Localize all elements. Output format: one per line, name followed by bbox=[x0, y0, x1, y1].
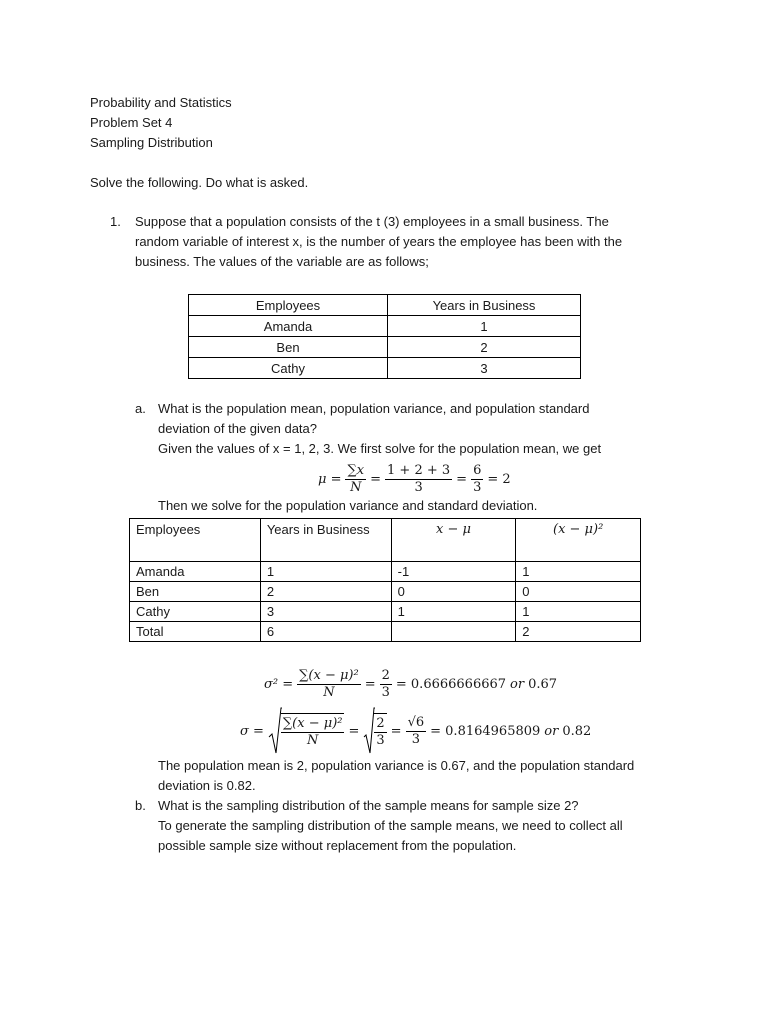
variance-rounded: 0.67 bbox=[528, 676, 558, 692]
variance-lhs: σ² = bbox=[264, 676, 294, 692]
table-cell: Ben bbox=[130, 582, 261, 602]
table-cell: 3 bbox=[260, 602, 391, 622]
or-word: or bbox=[544, 723, 559, 739]
instructions: Solve the following. Do what is asked. bbox=[90, 175, 309, 190]
sd-rounded: 0.82 bbox=[562, 723, 592, 739]
variance-value: = 0.6666666667 bbox=[395, 676, 507, 692]
table-cell: Ben bbox=[189, 337, 388, 358]
problem-number: 1. bbox=[110, 214, 121, 229]
topic-title: Sampling Distribution bbox=[90, 135, 213, 150]
fraction-denominator: 3 bbox=[414, 479, 423, 495]
table-header-cell: Years in Business bbox=[388, 295, 581, 316]
equals-sign: = bbox=[364, 676, 376, 692]
table-cell: 1 bbox=[391, 602, 516, 622]
equals-sign: = bbox=[390, 723, 402, 739]
fraction-numerator: 1 + 2 + 3 bbox=[387, 462, 451, 478]
part-a-question-line-1: What is the population mean, population variance, and population standard bbox=[158, 401, 590, 416]
sd-fraction-1 bbox=[281, 713, 345, 749]
table-header-row bbox=[130, 519, 641, 562]
problem-set-title: Problem Set 4 bbox=[90, 115, 173, 130]
table-cell: 1 bbox=[388, 316, 581, 337]
radical-sign-icon bbox=[268, 707, 282, 755]
part-a-conclusion-line-2: deviation is 0.82. bbox=[158, 778, 256, 793]
table-cell: Amanda bbox=[130, 562, 261, 582]
problem-text-line-1: Suppose that a population consists of the t (3) employees in a small business. The bbox=[135, 214, 609, 229]
sd-lhs: σ = bbox=[240, 723, 264, 739]
table-header-cell: (x − μ)² bbox=[516, 519, 641, 562]
table-row bbox=[130, 602, 641, 622]
mean-fraction-2 bbox=[385, 463, 452, 496]
fraction-denominator: 3 bbox=[376, 733, 385, 748]
sd-fraction-3 bbox=[406, 715, 427, 748]
table-cell: 2 bbox=[388, 337, 581, 358]
fraction-denominator: 3 bbox=[411, 731, 420, 747]
table-cell: 1 bbox=[516, 602, 641, 622]
fraction-denominator: N bbox=[323, 684, 335, 700]
table-header-cell: x − μ bbox=[391, 519, 516, 562]
table-cell: Total bbox=[130, 622, 261, 642]
employees-table bbox=[188, 294, 581, 379]
table-cell: Amanda bbox=[189, 316, 388, 337]
part-a-then: Then we solve for the population variance and standard deviation. bbox=[158, 498, 538, 513]
variance-table bbox=[129, 518, 641, 642]
part-b-answer-line-2: possible sample size without replacement from the population. bbox=[158, 838, 517, 853]
fraction-numerator: ∑(x − μ)² bbox=[299, 667, 359, 683]
mean-equation bbox=[318, 459, 511, 499]
mean-lhs: μ = bbox=[318, 471, 342, 487]
equals-sign: = bbox=[456, 471, 468, 487]
problem-text-line-3: business. The values of the variable are as follows; bbox=[135, 254, 429, 269]
problem-text-line-2: random variable of interest x, is the number of years the employee has been with the bbox=[135, 234, 623, 249]
fraction-denominator: N bbox=[350, 479, 362, 495]
table-cell: 1 bbox=[260, 562, 391, 582]
part-a-conclusion-line-1: The population mean is 2, population variance is 0.67, and the population standard bbox=[158, 758, 635, 773]
mean-fraction-1 bbox=[345, 463, 366, 496]
table-row bbox=[130, 622, 641, 642]
table-row bbox=[130, 582, 641, 602]
table-cell: Cathy bbox=[189, 358, 388, 379]
variance-equation bbox=[264, 664, 557, 704]
table-header-row bbox=[189, 295, 581, 316]
mean-fraction-3 bbox=[471, 463, 483, 496]
fraction-denominator: 3 bbox=[473, 479, 482, 495]
table-cell: 3 bbox=[388, 358, 581, 379]
fraction-numerator: √6 bbox=[407, 714, 425, 730]
table-row bbox=[189, 358, 581, 379]
table-cell: Cathy bbox=[130, 602, 261, 622]
table-cell: 0 bbox=[391, 582, 516, 602]
fraction-denominator: N bbox=[307, 733, 319, 748]
table-row bbox=[189, 316, 581, 337]
table-cell: 2 bbox=[260, 582, 391, 602]
table-row bbox=[130, 562, 641, 582]
part-b-question: What is the sampling distribution of the sample means for sample size 2? bbox=[158, 798, 579, 813]
equals-sign: = bbox=[348, 723, 360, 739]
fraction-numerator: ∑(x − μ)² bbox=[282, 716, 343, 731]
part-a-label: a. bbox=[135, 401, 146, 416]
fraction-numerator: 2 bbox=[381, 667, 390, 683]
course-title: Probability and Statistics bbox=[90, 95, 232, 110]
fraction-numerator: 6 bbox=[473, 462, 482, 478]
part-a-given: Given the values of x = 1, 2, 3. We first solve for the population mean, we get bbox=[158, 441, 602, 456]
fraction-denominator: 3 bbox=[381, 684, 390, 700]
equals-sign: = bbox=[370, 471, 382, 487]
table-row bbox=[189, 337, 581, 358]
table-header-cell: Years in Business bbox=[260, 519, 391, 562]
variance-fraction-1 bbox=[297, 668, 361, 701]
sd-fraction-2 bbox=[374, 713, 386, 749]
or-word: or bbox=[510, 676, 525, 692]
part-b-answer-line-1: To generate the sampling distribution of the sample means, we need to collect all bbox=[158, 818, 623, 833]
fraction-numerator: 2 bbox=[376, 716, 385, 731]
table-cell: 1 bbox=[516, 562, 641, 582]
table-cell: 6 bbox=[260, 622, 391, 642]
table-header-cell: Employees bbox=[189, 295, 388, 316]
sd-equation bbox=[240, 707, 591, 755]
table-cell: -1 bbox=[391, 562, 516, 582]
mean-result: = 2 bbox=[487, 471, 511, 487]
table-header-cell: Employees bbox=[130, 519, 261, 562]
part-b-label: b. bbox=[135, 798, 146, 813]
fraction-numerator: ∑x bbox=[347, 462, 365, 478]
table-cell bbox=[391, 622, 516, 642]
variance-fraction-2 bbox=[380, 668, 392, 701]
part-a-question-line-2: deviation of the given data? bbox=[158, 421, 318, 436]
table-cell: 2 bbox=[516, 622, 641, 642]
table-cell: 0 bbox=[516, 582, 641, 602]
sd-value: = 0.8164965809 bbox=[430, 723, 541, 739]
